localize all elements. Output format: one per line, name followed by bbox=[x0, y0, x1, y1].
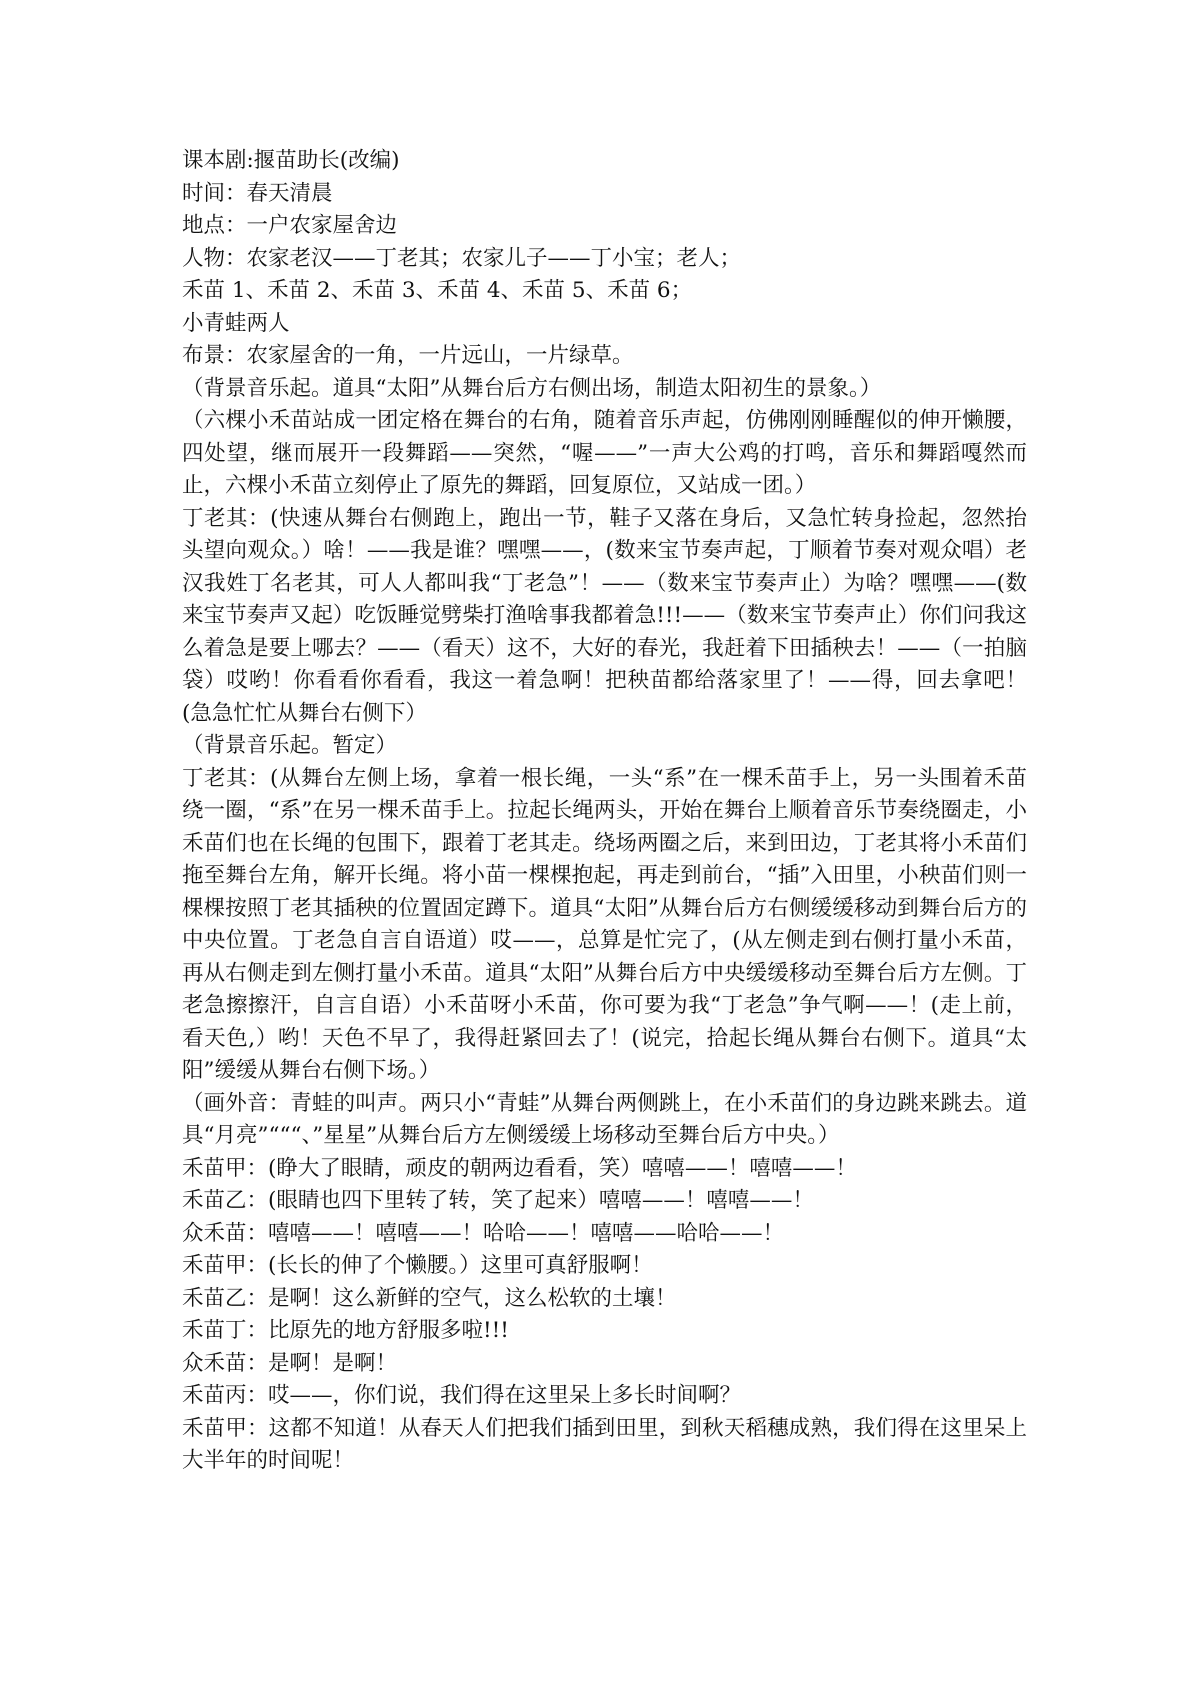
dialogue-line: 众禾苗：嘻嘻——！嘻嘻——！哈哈——！嘻嘻——哈哈——！ bbox=[182, 1220, 785, 1246]
dialogue-line: 禾苗甲：这都不知道！从春天人们把我们插到田里，到秋天稻穗成熟，我们得在这里呆上大半年的时间呢！ bbox=[182, 1415, 1027, 1473]
setting-line: 布景：农家屋舍的一角，一片远山，一片绿草。 bbox=[182, 343, 634, 368]
place-line: 地点：一户农家屋舍边 bbox=[182, 213, 398, 238]
dialogue-line: 众禾苗：是啊！是啊！ bbox=[182, 1350, 398, 1376]
characters-line: 人物：农家老汉——丁老其；农家儿子——丁小宝；老人； bbox=[182, 245, 742, 271]
script-title: 课本剧:揠苗助长(改编) bbox=[182, 148, 400, 173]
characters-seedlings-line: 禾苗 1、禾苗 2、禾苗 3、禾苗 4、禾苗 5、禾苗 6； bbox=[182, 278, 693, 303]
dialogue-line: 禾苗丙：哎——，你们说，我们得在这里呆上多长时间啊？ bbox=[182, 1383, 742, 1408]
stage-direction: （背景音乐起。暂定） bbox=[182, 733, 398, 758]
dialogue-line: 禾苗丁：比原先的地方舒服多啦!!! bbox=[182, 1318, 509, 1343]
stage-direction: （背景音乐起。道具“太阳”从舞台后方右侧出场，制造太阳初生的景象。） bbox=[182, 375, 882, 401]
stage-direction: （画外音：青蛙的叫声。两只小“青蛙”从舞台两侧跳上，在小禾苗们的身边跳来跳去。道具“月亮”“““、”星星”从舞台后方左侧缓缓上场移动至舞台后方中央。） bbox=[182, 1090, 1027, 1148]
dialogue-line: 禾苗乙：(眼睛也四下里转了转，笑了起来）嘻嘻——！嘻嘻——！ bbox=[182, 1188, 814, 1213]
dialogue-line: 禾苗乙：是啊！这么新鲜的空气，这么松软的土壤！ bbox=[182, 1285, 677, 1311]
dialogue-paragraph: 丁老其：(快速从舞台右侧跑上，跑出一节，鞋子又落在身后，又急忙转身捡起，忽然抬头望向观众。）啥！——我是谁？嘿嘿——，(数来宝节奏声起，丁顺着节奏对观众唱）老汉我姓丁名老其，可人人都叫我“丁老急”！——（数来宝节奏声止）为啥？嘿嘿——(数来宝节奏声又起）吃饭睡觉劈柴打渔啥事我都着急!!!——（数来宝节奏声止）你们问我这么着急是要上哪去？——（看天）这不，大好的春光，我赶着下田插秧去！——（一拍脑袋）哎哟！你看看你看看，我这一着急啊！把秧苗都给落家里了！——得，回去拿吧！(急急忙忙从舞台右侧下） bbox=[182, 505, 1027, 726]
stage-direction: （六棵小禾苗站成一团定格在舞台的右角，随着音乐声起，仿佛刚刚睡醒似的伸开懒腰，四处望，继而展开一段舞蹈——突然，“喔——”一声大公鸡的打鸣，音乐和舞蹈嘎然而止，六棵小禾苗立刻停止了原先的舞蹈，回复原位，又站成一团。） bbox=[182, 408, 1027, 498]
time-line: 时间：春天清晨 bbox=[182, 180, 333, 206]
characters-frogs-line: 小青蛙两人 bbox=[182, 310, 290, 336]
dialogue-line: 禾苗甲：(长长的伸了个懒腰。）这里可真舒服啊！ bbox=[182, 1253, 653, 1278]
dialogue-line: 禾苗甲：(睁大了眼睛，顽皮的朝两边看看，笑）嘻嘻——！嘻嘻——！ bbox=[182, 1155, 857, 1181]
dialogue-paragraph: 丁老其：(从舞台左侧上场，拿着一根长绳，一头“系”在一棵禾苗手上，另一头围着禾苗绕一圈，“系”在另一棵禾苗手上。拉起长绳两头，开始在舞台上顺着音乐节奏绕圈走，小禾苗们也在长绳的包围下，跟着丁老其走。绕场两圈之后，来到田边，丁老其将小禾苗们拖至舞台左角，解开长绳。将小苗一棵棵抱起，再走到前台，“插”入田里，小秧苗们则一棵棵按照丁老其插秧的位置固定蹲下。道具“太阳”从舞台后方右侧缓缓移动到舞台后方的中央位置。丁老急自言自语道）哎——，总算是忙完了，(从左侧走到右侧打量小禾苗，再从右侧走到左侧打量小禾苗。道具“太阳”从舞台后方中央缓缓移动至舞台后方左侧。丁老急擦擦汗，自言自语）小禾苗呀小禾苗，你可要为我“丁老急”争气啊——！(走上前，看天色,）哟！天色不早了，我得赶紧回去了！(说完，拾起长绳从舞台右侧下。道具“太阳”缓缓从舞台右侧下场。） bbox=[182, 765, 1027, 1083]
document-page bbox=[182, 145, 1027, 1478]
